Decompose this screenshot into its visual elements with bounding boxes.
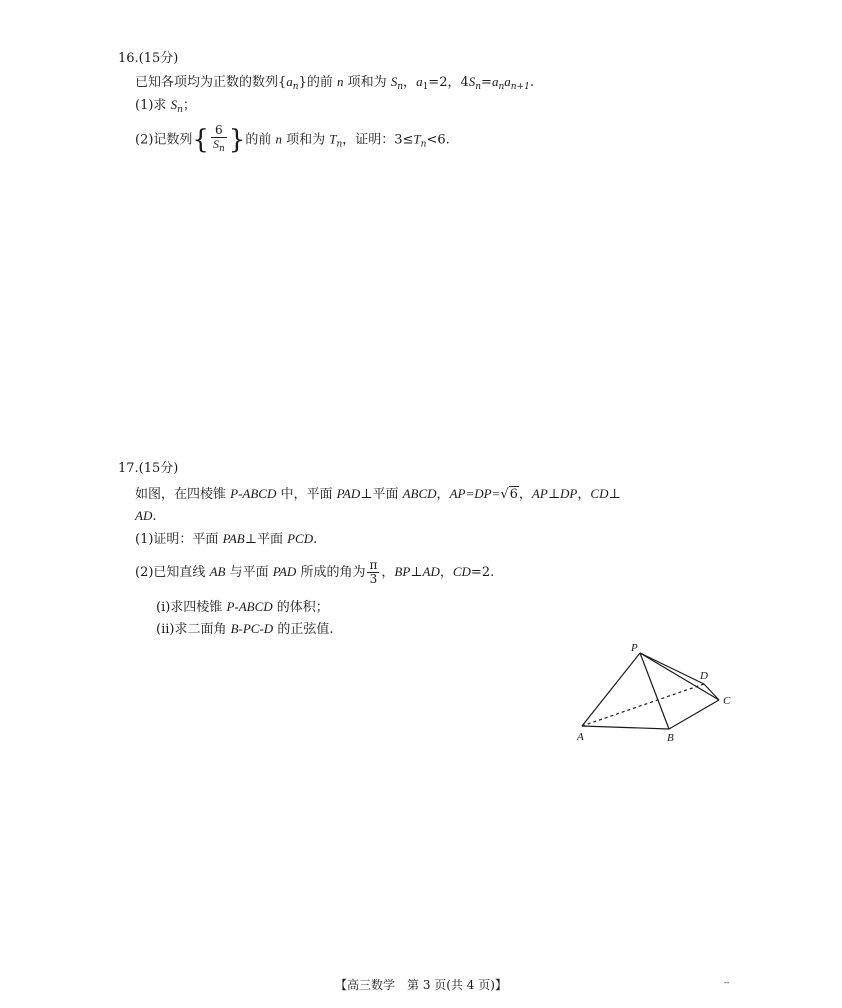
sub-n-plus-1: n+1 xyxy=(510,82,530,92)
perp-symbol: ⊥ xyxy=(547,487,561,502)
label-d: D xyxy=(700,670,708,682)
page-footer: 【高三数学 第 3 页(共 4 页)】 xyxy=(335,978,507,992)
sub-n: n xyxy=(177,105,183,115)
q17-stem-text: ， xyxy=(436,487,450,502)
var-a: a xyxy=(491,74,499,89)
sub-n: n xyxy=(475,82,482,92)
seg-bp: BP xyxy=(394,564,411,579)
q17-stem-text: 如图，在四棱锥 xyxy=(135,487,231,502)
pyramid-name: P-ABCD xyxy=(226,599,273,614)
var-T: T xyxy=(413,131,421,147)
q16-stem-text: =2，4 xyxy=(428,75,469,90)
q17-part2-text: (2)已知直线 xyxy=(135,565,210,580)
sub-1: 1 xyxy=(422,82,429,92)
seg-ad: AD xyxy=(422,564,440,579)
perp-symbol: ⊥ xyxy=(410,565,423,580)
label-a: A xyxy=(577,731,584,743)
fraction-pi-over-3 xyxy=(367,559,379,586)
var-n: n xyxy=(336,74,344,89)
q17-sub2 xyxy=(156,620,333,639)
q17-part1-text: ⊥平面 xyxy=(244,532,288,547)
q17-part2-text: ， xyxy=(381,565,395,580)
frac-numerator: π xyxy=(369,558,378,572)
frac-numerator: 6 xyxy=(211,124,227,138)
line-ab: AB xyxy=(209,564,226,579)
q17-part1 xyxy=(135,530,317,549)
q16-stem-text: 已知各项均为正数的数列{ xyxy=(135,75,287,90)
q16-part2-text: <6. xyxy=(426,132,450,148)
sqrt-6: √6 xyxy=(500,487,518,502)
q16-stem xyxy=(135,73,534,96)
q17-header: 17.(15分) xyxy=(118,461,179,476)
q16-stem-text: = xyxy=(481,75,492,90)
q16-part1 xyxy=(135,96,196,119)
var-a: a xyxy=(416,74,423,89)
plane-abcd: ABCD xyxy=(402,486,437,501)
var-n: n xyxy=(275,131,282,147)
sub-n: n xyxy=(292,82,299,92)
plane-pad: PAD xyxy=(272,564,297,579)
sub-n: n xyxy=(498,82,505,92)
label-c: C xyxy=(723,695,731,707)
frac-denominator: 3 xyxy=(369,572,378,586)
q17-stem-line1 xyxy=(135,485,621,504)
label-b: B xyxy=(667,732,674,744)
right-brace: } xyxy=(228,125,246,155)
perp-symbol: ⊥ xyxy=(608,487,621,502)
pyramid-name: P-ABCD xyxy=(230,486,277,501)
q17-part2 xyxy=(135,557,494,588)
q17-part2-text: 与平面 xyxy=(225,565,273,580)
q17-stem-text: 中，平面 xyxy=(276,487,337,502)
var-a: a xyxy=(504,74,511,89)
q17-sub1-text: (ⅰ)求四棱锥 xyxy=(156,600,227,615)
q17-stem-text: ⊥平面 xyxy=(360,487,403,502)
seg-cd: CD xyxy=(590,486,609,501)
q17-part2-text: ， xyxy=(439,565,453,580)
var-S: S xyxy=(468,74,476,89)
seg-cd: CD xyxy=(452,564,471,579)
q16-stem-text: ， xyxy=(403,75,417,90)
sub-n: n xyxy=(420,139,427,150)
left-brace: { xyxy=(192,125,209,155)
plane-pab: PAB xyxy=(222,531,245,546)
plane-pcd: PCD xyxy=(287,531,314,546)
seg-ad: AD xyxy=(135,508,153,523)
pyramid-figure xyxy=(570,636,742,748)
sub-n: n xyxy=(397,82,404,92)
q16-part1-text: ； xyxy=(182,98,196,113)
seg-ap: AP xyxy=(531,486,548,501)
label-p: P xyxy=(631,642,638,654)
q17-stem-text: . xyxy=(152,509,157,524)
plane-pad: PAD xyxy=(336,486,361,501)
q16-part2-text: 的前 xyxy=(245,132,276,148)
q17-stem-text: ， xyxy=(577,487,591,502)
q16-part2-text: 项和为 xyxy=(281,132,330,148)
q17-part1-text: (1)证明：平面 xyxy=(135,532,223,547)
dihedral-angle: B-PC-D xyxy=(230,621,274,636)
q17-sub2-text: (ⅱ)求二面角 xyxy=(156,622,231,637)
seg-dp: DP xyxy=(560,486,578,501)
var-S: S xyxy=(170,97,178,112)
radicand: 6 xyxy=(509,487,518,502)
edge-bc xyxy=(669,700,719,729)
q16-part2-text: (2)记数列 xyxy=(135,132,193,148)
q17-part1-text: . xyxy=(313,532,318,547)
sub-n: n xyxy=(218,144,225,154)
q17-sub2-text: 的正弦值. xyxy=(273,622,334,637)
q17-part2-text: 所成的角为 xyxy=(296,565,366,580)
fraction-6-over-Sn xyxy=(211,124,227,156)
q16-stem-text: 项和为 xyxy=(343,75,391,90)
q16-stem-text: . xyxy=(529,75,534,90)
ap-dp-eq: AP=DP= xyxy=(449,486,501,501)
q16-header: 16.(15分) xyxy=(118,51,179,66)
q17-stem-line2 xyxy=(135,507,156,526)
q16-stem-text: }的前 xyxy=(298,75,337,90)
q17-stem-text: ， xyxy=(518,487,532,502)
q17-sub1 xyxy=(156,598,329,617)
sub-n: n xyxy=(336,139,343,150)
var-T: T xyxy=(329,131,337,147)
var-a: a xyxy=(286,74,293,89)
q16-part2 xyxy=(135,124,450,160)
var-S: S xyxy=(212,137,219,151)
edge-pa xyxy=(582,653,640,726)
edge-ab xyxy=(582,726,669,729)
q16-part2-text: ，证明：3≤ xyxy=(342,132,414,148)
var-S: S xyxy=(390,74,398,89)
frac-denominator xyxy=(211,138,227,156)
q17-sub1-text: 的体积； xyxy=(272,600,329,615)
q17-part2-text: =2. xyxy=(470,565,495,580)
corner-mark: -- xyxy=(724,978,730,987)
q16-part1-text: (1)求 xyxy=(135,98,171,113)
